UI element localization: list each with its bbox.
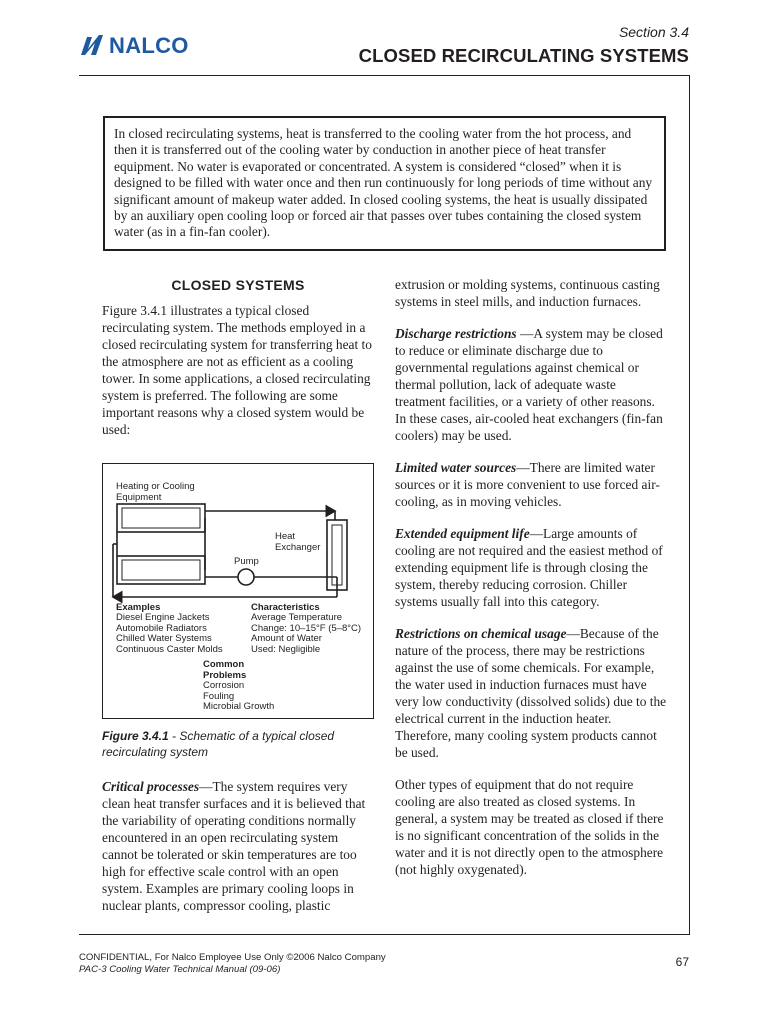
limited-water-paragraph bbox=[395, 459, 667, 510]
label-problems-title: Common Problems bbox=[203, 659, 247, 681]
limited-water-text: —There are limited water sources or it is more convenient to use forced air-cooling, as in moving vehicles. bbox=[395, 460, 660, 509]
footer bbox=[79, 952, 386, 977]
closed-systems-heading: CLOSED SYSTEMS bbox=[171, 277, 305, 293]
intro-paragraph: Figure 3.4.1 illustrates a typical closed recirculating system. The methods employed in a closed recirculating system for transferring heat to the atmosphere are not as efficient as a cooling tower. In some applications, a closed recirculating system is preferred. The following are some important reasons why a closed system would be used: bbox=[102, 303, 372, 437]
label-equipment: Heating or Cooling Equipment bbox=[116, 481, 195, 503]
nalco-logo-icon bbox=[79, 33, 105, 59]
continuation-paragraph: extrusion or molding systems, continuous casting systems in steel mills, and induction furnaces. bbox=[395, 277, 660, 309]
extended-life-text: —Large amounts of cooling are not required and the easiest method of extending equipment life is through closing the system, thereby reducing corrosion. Chiller systems usually fall into this category. bbox=[395, 526, 663, 609]
restrictions-paragraph bbox=[395, 625, 667, 761]
critical-processes-text: —The system requires very clean heat transfer surfaces and it is believed that the variability of operating conditions normally encountered in an open recirculating system cannot be tolerated or skin temperatures are too high for effective scale control with an open system. Examples are primary cooling loops in nuclear plants, compressor cooling, plastic bbox=[102, 779, 366, 913]
discharge-paragraph bbox=[395, 325, 667, 444]
label-problems-items: Corrosion Fouling Microbial Growth bbox=[203, 680, 275, 713]
label-characteristics-items: Average Temperature Change: 10–15°F (5–8°C) Amount of Water Used: Negligible bbox=[251, 612, 362, 655]
logo-text: NALCO bbox=[109, 33, 189, 58]
footer-manual-title: PAC-3 Cooling Water Technical Manual (09-06) bbox=[79, 964, 281, 976]
extended-life-lead: Extended equipment life bbox=[395, 526, 530, 541]
right-margin-rule bbox=[689, 75, 690, 934]
right-column bbox=[395, 276, 667, 878]
discharge-lead: Discharge restrictions bbox=[395, 326, 517, 341]
extended-life-paragraph bbox=[395, 525, 667, 610]
intro-box bbox=[103, 116, 666, 251]
label-examples-items: Diesel Engine Jackets Automobile Radiators Chilled Water Systems Continuous Caster Molds bbox=[116, 612, 223, 655]
pump-symbol bbox=[238, 569, 254, 585]
limited-water-lead: Limited water sources bbox=[395, 460, 517, 475]
equipment-coil-bottom-inner bbox=[122, 560, 200, 580]
footer-rule bbox=[79, 934, 690, 935]
figure-schematic bbox=[102, 463, 374, 719]
left-column bbox=[102, 276, 374, 914]
label-examples-title: Examples bbox=[116, 602, 161, 613]
label-characteristics-title: Characteristics bbox=[251, 602, 320, 613]
caption-text: - Schematic of a typical closed recirculating system bbox=[102, 729, 335, 759]
critical-processes-lead: Critical processes bbox=[102, 779, 200, 794]
critical-processes-paragraph bbox=[102, 778, 374, 914]
label-heat-exchanger: Heat Exchanger bbox=[275, 531, 321, 553]
page-number: 67 bbox=[675, 955, 689, 969]
discharge-text: —A system may be closed to reduce or eliminate discharge due to governmental regulations against chemical or thermal pollution, lack of adequate waste treatment facilities, or a variety of other reasons. In these cases, air-cooled heat exchangers (fin-fan coolers) may be used. bbox=[395, 326, 663, 443]
nalco-logo bbox=[79, 28, 197, 64]
restrictions-text: —Because of the nature of the process, there may be restrictions against the use of some chemicals. For example, the water used in induction furnaces must have very low conductivity (dissolved solids) due to the electrical current in the induction heater. Therefore, many cooling system products cannot be used. bbox=[395, 626, 667, 760]
final-paragraph: Other types of equipment that do not require cooling are also treated as closed systems. In general, a system may be treated as closed if there is no significant concentration of the solids in the water and it is not directly open to the atmosphere (not highly oxygenated). bbox=[395, 777, 664, 877]
section-label: Section 3.4 bbox=[618, 24, 689, 40]
header-rule bbox=[79, 75, 690, 76]
footer-confidential: CONFIDENTIAL, For Nalco Employee Use Only ©2006 Nalco Company bbox=[79, 952, 386, 963]
section-title: CLOSED RECIRCULATING SYSTEMS bbox=[358, 45, 689, 66]
figure-caption bbox=[102, 729, 374, 760]
label-pump: Pump bbox=[234, 556, 259, 567]
equipment-coil-top-inner bbox=[122, 508, 200, 528]
caption-number: Figure 3.4.1 bbox=[102, 729, 169, 743]
restrictions-lead: Restrictions on chemical usage bbox=[395, 626, 567, 641]
intro-text: In closed recirculating systems, heat is transferred to the cooling water from the hot process, and then it is transferred out of the cooling water by conduction in another piece of heat transfer equipment. No water is evaporated or concentrated. A system is considered “closed” when it is designed to be filled with water once and then run continuously for long periods of time without any significant amount of makeup water added. In closed cooling systems, the heat is usually dissipated by an auxiliary open cooling loop or forced air that passes over tubes containing the closed system water (as in a fin-fan cooler). bbox=[114, 126, 653, 240]
